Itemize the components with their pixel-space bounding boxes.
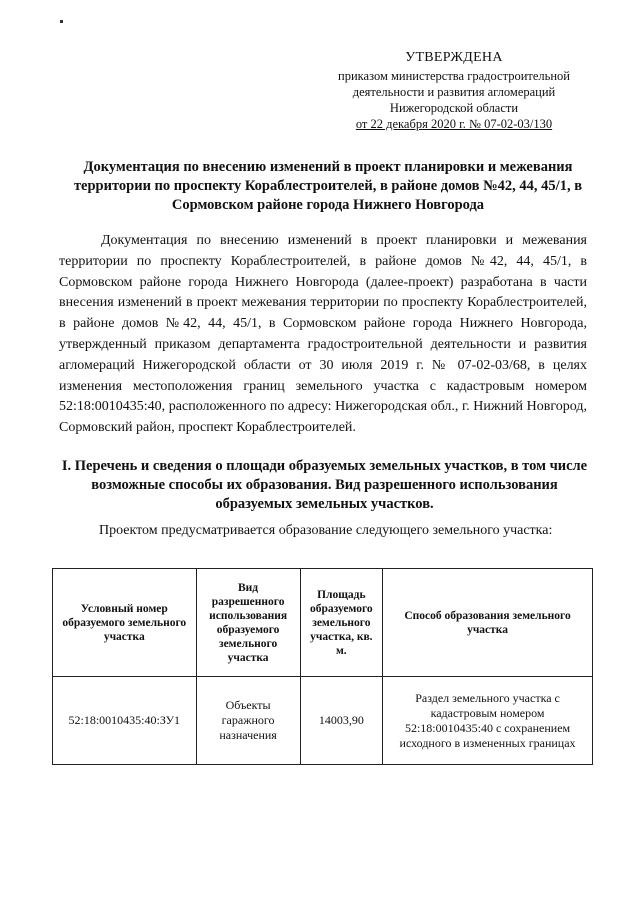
approval-line-1: приказом министерства градостроительной	[338, 69, 570, 83]
section-heading: I. Перечень и сведения о площади образуемых земельных участков, в том числе возможные способы их образования. Вид разрешенного использования образуемых земельных участков.	[61, 458, 588, 512]
cell-area: 14003,90	[300, 677, 382, 765]
scan-mark	[60, 20, 63, 23]
cell-formation-method: Раздел земельного участка с кадастровым номером 52:18:0010435:40 с сохранением исходного в измененных границах	[383, 677, 593, 765]
header-permitted-use: Вид разрешенного использования образуемого земельного участка	[196, 569, 300, 677]
cell-parcel-number: 52:18:0010435:40:ЗУ1	[53, 677, 197, 765]
document-title: Документация по внесению изменений в проект планировки и межевания территории по проспекту Кораблестроителей, в районе домов №42, 44, 45/1, в Сормовском районе города Нижнего Новгорода	[73, 159, 583, 213]
section-lead-paragraph: Проектом предусматривается образование следующего земельного участка:	[99, 523, 553, 538]
header-formation-method: Способ образования земельного участка	[383, 569, 593, 677]
approval-stamp	[318, 50, 590, 132]
intro-paragraph: Документация по внесению изменений в проект планировки и межевания территории по проспекту Кораблестроителей, в районе домов №42, 44, 45/1, в Сормовском районе города Нижнего Новгорода (далее-проект) разработана в части внесения изменений в проект межевания территории по проспекту Кораблестроителей, в районе домов №42, 44, 45/1, в Сормовском районе города Нижнего Новгорода, утвержденный приказом департамента градостроительной деятельности и развития агломераций Нижегородской области от 30 июля 2019 г. № 07-02-03/68, в целях изменения местоположения границ земельного участка с кадастровым номером 52:18:0010435:40, расположенного по адресу: Нижегородская обл., г. Нижний Новгород, Сормовский район, проспект Кораблестроителей.	[59, 233, 587, 436]
table-row	[53, 677, 593, 765]
cell-permitted-use: Объекты гаражного назначения	[196, 677, 300, 765]
approval-heading: УТВЕРЖДЕНА	[405, 50, 503, 65]
header-parcel-number: Условный номер образуемого земельного участка	[53, 569, 197, 677]
approval-line-2: деятельности и развития агломераций	[352, 85, 556, 99]
approval-line-3: Нижегородской области	[389, 101, 519, 115]
header-area: Площадь образуемого земельного участка, кв. м.	[300, 569, 382, 677]
approval-order-reference: от 22 декабря 2020 г. № 07-02-03/130	[355, 117, 553, 131]
parcel-table	[52, 568, 593, 765]
table-header-row	[53, 569, 593, 677]
